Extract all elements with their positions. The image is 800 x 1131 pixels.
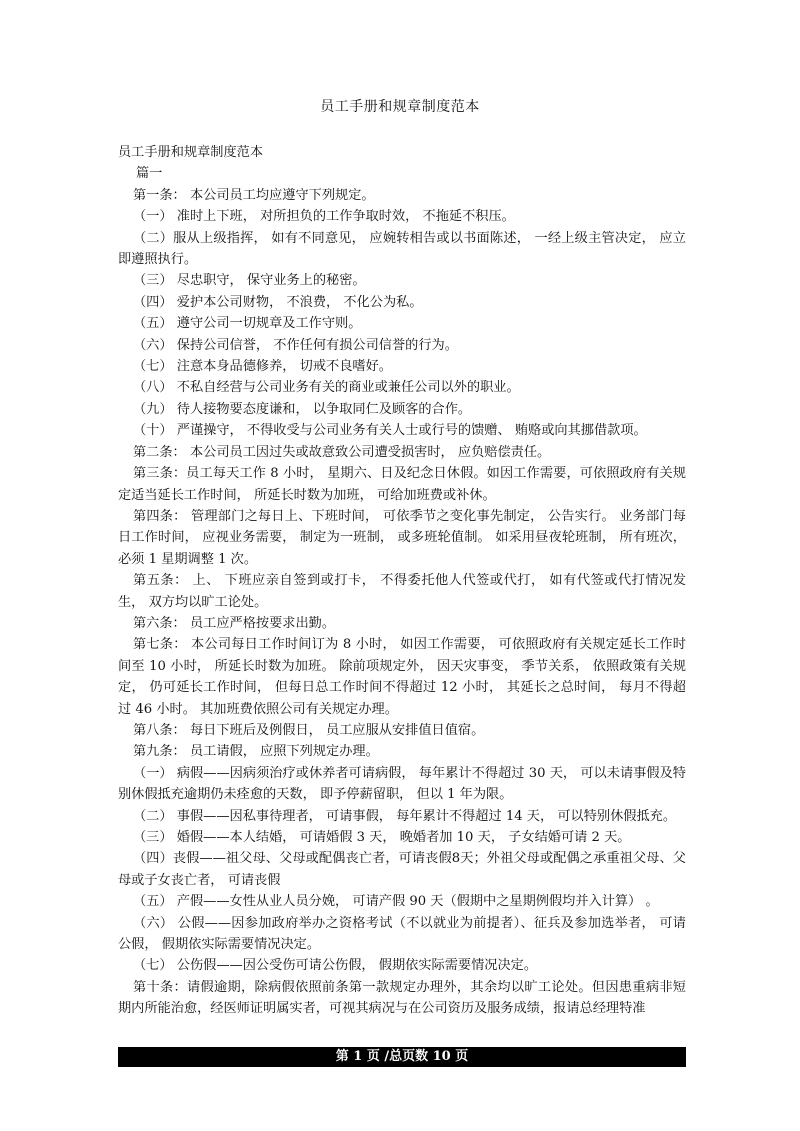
paragraph: 第一条： 本公司员工均应遵守下列规定。 <box>133 187 375 203</box>
paragraph: 第二条： 本公司员工因过失或故意致公司遭受损害时， 应负赔偿责任。 <box>133 444 551 460</box>
paragraph: （三） 婚假——本人结婚， 可请婚假 3 天， 晚婚者加 10 天， 子女结婚可请 2 天。 <box>133 830 631 845</box>
paragraph: （四） 爱护本公司财物， 不浪费， 不化公为私。 <box>133 294 423 310</box>
paragraph: （十） 严谨操守， 不得收受与公司业务有关人士或行号的馈赠、 贿赂或向其挪借款项。 <box>133 423 647 439</box>
paragraph: 第四条： 管理部门之每日上、下班时间， 可依季节之变化事先制定， 公告实行。 业务部门每日工作时间， 应视业务需要， 制定为一班制， 或多班轮值制。 如采用昼夜轮班制， 所有班次， 必须 1 星期调整 1 次。 <box>118 508 686 567</box>
paragraph: （五） 产假——女性从业人员分娩， 可请产假 90 天（假期中之星期例假均并入计算） 。 <box>133 894 659 910</box>
paragraph: （一） 病假——因病须治疗或休养者可请病假， 每年累计不得超过 30 天， 可以未请事假及特别休假抵充逾期仍未痊愈的天数， 即予停薪留职， 但以 1 年为限。 <box>118 765 686 803</box>
paragraph: （八） 不私自经营与公司业务有关的商业或兼任公司以外的职业。 <box>133 380 520 396</box>
paragraph: （七） 公伤假——因公受伤可请公伤假， 假期依实际需要情况决定。 <box>133 958 538 974</box>
paragraph: （二）服从上级指挥， 如有不同意见， 应婉转相告或以书面陈述， 一经上级主管决定， 应立即遵照执行。 <box>118 230 686 268</box>
paragraph: 第九条： 员工请假， 应照下列规定办理。 <box>133 744 379 760</box>
paragraph: 第七条： 本公司每日工作时间订为 8 小时， 如因工作需要， 可依照政府有关规定延长工作时间至 10 小时， 所延长时数为加班。 除前项规定外， 因天灾事变， 季节关系， 依照政策有关规定， 仍可延长工作时间， 但每日总工作时间不得超过 12 小时， 其延长之总时间， 每月不得超过 46 小时。 其加班费依照公司有关规定办理。 <box>118 637 686 717</box>
paragraph: 第三条：员工每天工作 8 小时， 星期六、日及纪念日休假。如因工作需要，可依照政府有关规定适当延长工作时间， 所延长时数为加班， 可给加班费或补休。 <box>118 466 686 503</box>
paragraph: 第八条： 每日下班后及例假日， 员工应服从安排值日值宿。 <box>133 722 485 738</box>
paragraph: 第十条：请假逾期，除病假依照前条第一款规定办理外，其余均以旷工论处。但因患重病非短期内所能治愈，经医师证明属实者，可视其病况与在公司资历及服务成绩，报请总经理特准 <box>118 979 686 1017</box>
subtitle: 员工手册和规章制度范本 <box>118 145 264 160</box>
paragraph: （七） 注意本身品德修养， 切戒不良嗜好。 <box>133 359 392 375</box>
paragraph: （六） 公假——因参加政府举办之资格考试（不以就业为前提者）、征兵及参加选举者， 可请公假， 假期依实际需要情况决定。 <box>118 915 686 953</box>
document-title: 员工手册和规章制度范本 <box>320 99 480 115</box>
paragraph: （三） 尽忠职守， 保守业务上的秘密。 <box>133 273 366 289</box>
paragraph: 第五条： 上、 下班应亲自签到或打卡， 不得委托他人代签或代打， 如有代签或代打情况发生， 双方均以旷工论处。 <box>118 573 686 610</box>
paragraph: （一） 准时上下班， 对所担负的工作争取时效， 不拖延不积压。 <box>133 209 515 225</box>
paragraph: （六） 保持公司信誉， 不作任何有损公司信誉的行为。 <box>133 337 458 353</box>
paragraph: （九） 待人接物要态度谦和， 以争取同仁及顾客的合作。 <box>133 401 472 417</box>
paragraph: 第六条： 员工应严格按要求出勤。 <box>133 615 336 631</box>
paragraph: （二） 事假——因私事待理者， 可请事假， 每年累计不得超过 14 天， 可以特别休假抵充。 <box>133 808 677 824</box>
paragraph: （四）丧假——祖父母、父母或配偶丧亡者，可请丧假8天；外祖父母或配偶之承重祖父母、父母或子女丧亡者， 可请丧假 <box>118 851 686 888</box>
document-body <box>118 142 686 1020</box>
paragraph: （五） 遵守公司一切规章及工作守则。 <box>133 316 362 332</box>
part-heading: 篇一 <box>136 166 163 182</box>
page-footer: 第 1 页 /总页数 10 页 <box>118 1047 686 1067</box>
